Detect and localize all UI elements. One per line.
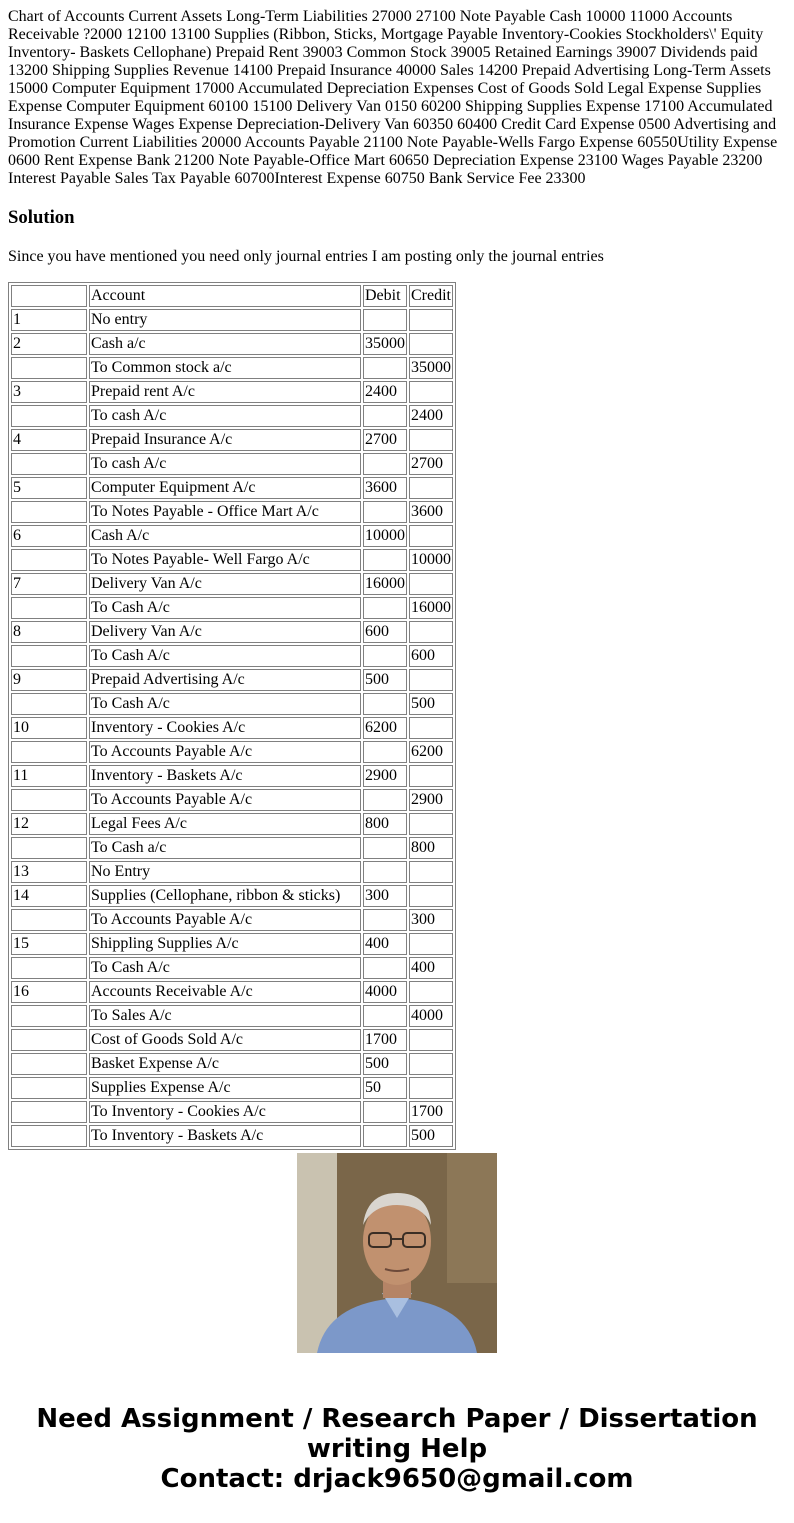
account-cell: Accounts Receivable A/c	[89, 981, 361, 1003]
account-cell: No entry	[89, 309, 361, 331]
entry-no-cell: 10	[11, 717, 87, 739]
debit-cell	[363, 909, 407, 931]
table-row	[11, 1029, 453, 1051]
credit-cell: 16000	[409, 597, 453, 619]
table-row	[11, 981, 453, 1003]
account-cell: To cash A/c	[89, 453, 361, 475]
table-row	[11, 813, 453, 835]
table-row	[11, 909, 453, 931]
header-no	[11, 285, 87, 307]
debit-cell	[363, 597, 407, 619]
credit-cell	[409, 981, 453, 1003]
table-row	[11, 309, 453, 331]
table-row	[11, 741, 453, 763]
solution-heading: Solution	[8, 207, 75, 228]
account-cell: To Cash A/c	[89, 693, 361, 715]
credit-cell	[409, 333, 453, 355]
entry-no-cell	[11, 597, 87, 619]
debit-cell: 10000	[363, 525, 407, 547]
account-cell: To Accounts Payable A/c	[89, 741, 361, 763]
entry-no-cell: 1	[11, 309, 87, 331]
entry-no-cell	[11, 1125, 87, 1147]
table-row	[11, 621, 453, 643]
entry-no-cell: 9	[11, 669, 87, 691]
account-cell: To Sales A/c	[89, 1005, 361, 1027]
debit-cell	[363, 1101, 407, 1123]
table-row	[11, 669, 453, 691]
account-cell: Cash A/c	[89, 525, 361, 547]
account-cell: Supplies (Cellophane, ribbon & sticks)	[89, 885, 361, 907]
debit-cell	[363, 789, 407, 811]
table-row	[11, 645, 453, 667]
debit-cell	[363, 861, 407, 883]
debit-cell: 300	[363, 885, 407, 907]
entry-no-cell	[11, 501, 87, 523]
entry-no-cell	[11, 957, 87, 979]
table-row	[11, 1005, 453, 1027]
journal-entry-group	[11, 717, 453, 763]
header-credit: Credit	[409, 285, 453, 307]
debit-cell: 2400	[363, 381, 407, 403]
table-row	[11, 717, 453, 739]
debit-cell	[363, 837, 407, 859]
credit-cell	[409, 429, 453, 451]
journal-entry-group	[11, 333, 453, 379]
credit-cell: 300	[409, 909, 453, 931]
entry-no-cell	[11, 693, 87, 715]
debit-cell	[363, 549, 407, 571]
table-row	[11, 1101, 453, 1123]
debit-cell	[363, 645, 407, 667]
debit-cell	[363, 309, 407, 331]
credit-cell	[409, 765, 453, 787]
account-cell: Delivery Van A/c	[89, 621, 361, 643]
debit-cell: 4000	[363, 981, 407, 1003]
entry-no-cell: 16	[11, 981, 87, 1003]
account-cell: Prepaid Advertising A/c	[89, 669, 361, 691]
table-row	[11, 957, 453, 979]
entry-no-cell: 2	[11, 333, 87, 355]
account-cell: Basket Expense A/c	[89, 1053, 361, 1075]
debit-cell	[363, 1125, 407, 1147]
credit-cell: 500	[409, 1125, 453, 1147]
debit-cell	[363, 405, 407, 427]
credit-cell	[409, 309, 453, 331]
question-text: Chart of Accounts Current Assets Long-Term Liabilities 27000 27100 Note Payable Cash 10000 11000 Accounts Receivable ?2000 12100 13100 Supplies (Ribbon, Sticks, Mortgage Payable Inventory-Cookies Stockholders\' Equity Inventory- Baskets Cellophane) Prepaid Rent 39003 Common Stock 39005 Retained Earnings 39007 Dividends paid 13200 Shipping Supplies Revenue 14100 Prepaid Insurance 40000 Sales 14200 Prepaid Advertising Long-Term Assets 15000 Computer Equipment 17000 Accumulated Depreciation Expenses Cost of Goods Sold Legal Expense Supplies Expense Computer Equipment 60100 15100 Delivery Van 0150 60200 Shipping Supplies Expense 17100 Accumulated Insurance Expense Wages Expense Depreciation-Delivery Van 60350 60400 Credit Card Expense 0500 Advertising and Promotion Current Liabilities 20000 Accounts Payable 21100 Note Payable-Wells Fargo Expense 60550Utility Expense 0600 Rent Expense Bank 21200 Note Payable-Office Mart 60650 Depreciation Expense 23100 Wages Payable 23200 Interest Payable Sales Tax Payable 60700Interest Expense 60750 Bank Service Fee 23300	[8, 8, 778, 187]
credit-cell	[409, 861, 453, 883]
table-row	[11, 837, 453, 859]
journal-entry-group	[11, 885, 453, 931]
table-header	[11, 285, 453, 307]
table-row	[11, 453, 453, 475]
table-row	[11, 693, 453, 715]
entry-no-cell: 8	[11, 621, 87, 643]
entry-no-cell	[11, 1053, 87, 1075]
table-row	[11, 429, 453, 451]
account-cell: Legal Fees A/c	[89, 813, 361, 835]
credit-cell	[409, 573, 453, 595]
journal-entry-group	[11, 525, 453, 571]
account-cell: To Inventory - Baskets A/c	[89, 1125, 361, 1147]
footer-line-1: Need Assignment / Research Paper / Dissertation	[36, 1404, 758, 1434]
header-debit: Debit	[363, 285, 407, 307]
table-row	[11, 525, 453, 547]
journal-entry-group	[11, 981, 453, 1027]
table-row	[11, 885, 453, 907]
credit-cell: 6200	[409, 741, 453, 763]
debit-cell	[363, 1005, 407, 1027]
table-row	[11, 381, 453, 403]
table-row	[11, 861, 453, 883]
account-cell: To Cash A/c	[89, 957, 361, 979]
debit-cell	[363, 501, 407, 523]
entry-no-cell: 13	[11, 861, 87, 883]
journal-entry-group	[11, 669, 453, 715]
entry-no-cell	[11, 645, 87, 667]
debit-cell: 2900	[363, 765, 407, 787]
credit-cell: 1700	[409, 1101, 453, 1123]
credit-cell	[409, 717, 453, 739]
header-row	[11, 285, 453, 307]
table-row	[11, 573, 453, 595]
debit-cell: 50	[363, 1077, 407, 1099]
journal-entry-group	[11, 621, 453, 667]
entry-no-cell	[11, 1101, 87, 1123]
entry-no-cell	[11, 405, 87, 427]
account-cell: To cash A/c	[89, 405, 361, 427]
entry-no-cell	[11, 549, 87, 571]
journal-entry-group	[11, 765, 453, 811]
footer-banner	[0, 1404, 794, 1494]
journal-entry-group	[11, 573, 453, 619]
footer-contact: Contact: drjack9650@gmail.com	[160, 1464, 634, 1494]
table-row	[11, 357, 453, 379]
entry-no-cell	[11, 1005, 87, 1027]
entry-no-cell: 14	[11, 885, 87, 907]
entry-no-cell: 6	[11, 525, 87, 547]
credit-cell: 2400	[409, 405, 453, 427]
account-cell: Inventory - Cookies A/c	[89, 717, 361, 739]
entry-no-cell	[11, 837, 87, 859]
author-photo	[297, 1153, 497, 1353]
journal-entry-group	[11, 933, 453, 979]
entry-no-cell	[11, 357, 87, 379]
credit-cell	[409, 1077, 453, 1099]
debit-cell: 400	[363, 933, 407, 955]
debit-cell	[363, 357, 407, 379]
credit-cell: 2900	[409, 789, 453, 811]
credit-cell	[409, 933, 453, 955]
credit-cell: 35000	[409, 357, 453, 379]
entry-no-cell: 7	[11, 573, 87, 595]
journal-entry-group	[11, 477, 453, 523]
account-cell: Prepaid Insurance A/c	[89, 429, 361, 451]
account-cell: Cash a/c	[89, 333, 361, 355]
account-cell: Shippling Supplies A/c	[89, 933, 361, 955]
debit-cell: 500	[363, 1053, 407, 1075]
entry-no-cell	[11, 1077, 87, 1099]
header-account: Account	[89, 285, 361, 307]
debit-cell	[363, 453, 407, 475]
table-row	[11, 1053, 453, 1075]
document-body	[8, 8, 786, 1144]
account-cell: Delivery Van A/c	[89, 573, 361, 595]
table-row	[11, 501, 453, 523]
credit-cell: 600	[409, 645, 453, 667]
credit-cell	[409, 885, 453, 907]
credit-cell: 4000	[409, 1005, 453, 1027]
debit-cell: 35000	[363, 333, 407, 355]
entry-no-cell: 12	[11, 813, 87, 835]
debit-cell: 500	[363, 669, 407, 691]
credit-cell	[409, 621, 453, 643]
table-row	[11, 549, 453, 571]
account-cell: To Cash A/c	[89, 597, 361, 619]
account-cell: To Cash A/c	[89, 645, 361, 667]
entry-no-cell	[11, 789, 87, 811]
debit-cell: 2700	[363, 429, 407, 451]
credit-cell	[409, 1029, 453, 1051]
journal-entry-group	[11, 429, 453, 475]
debit-cell	[363, 693, 407, 715]
table-row	[11, 333, 453, 355]
credit-cell	[409, 1053, 453, 1075]
person-portrait-icon	[297, 1153, 497, 1353]
table-row	[11, 789, 453, 811]
entry-no-cell	[11, 1029, 87, 1051]
journal-entry-group	[11, 309, 453, 331]
journal-entry-group	[11, 861, 453, 883]
credit-cell: 10000	[409, 549, 453, 571]
credit-cell: 2700	[409, 453, 453, 475]
credit-cell: 3600	[409, 501, 453, 523]
debit-cell: 3600	[363, 477, 407, 499]
account-cell: Computer Equipment A/c	[89, 477, 361, 499]
account-cell: Supplies Expense A/c	[89, 1077, 361, 1099]
account-cell: No Entry	[89, 861, 361, 883]
footer-line-2: writing Help	[306, 1434, 488, 1464]
account-cell: Prepaid rent A/c	[89, 381, 361, 403]
entry-no-cell	[11, 741, 87, 763]
credit-cell	[409, 669, 453, 691]
debit-cell: 1700	[363, 1029, 407, 1051]
entry-no-cell: 3	[11, 381, 87, 403]
credit-cell: 500	[409, 693, 453, 715]
table-row	[11, 933, 453, 955]
debit-cell: 800	[363, 813, 407, 835]
credit-cell: 800	[409, 837, 453, 859]
account-cell: Cost of Goods Sold A/c	[89, 1029, 361, 1051]
debit-cell	[363, 957, 407, 979]
journal-entry-group	[11, 813, 453, 859]
table-row	[11, 1077, 453, 1099]
account-cell: To Accounts Payable A/c	[89, 909, 361, 931]
table-row	[11, 1125, 453, 1147]
entry-no-cell: 4	[11, 429, 87, 451]
credit-cell	[409, 477, 453, 499]
credit-cell: 400	[409, 957, 453, 979]
debit-cell: 600	[363, 621, 407, 643]
entry-no-cell	[11, 453, 87, 475]
account-cell: To Notes Payable- Well Fargo A/c	[89, 549, 361, 571]
table-row	[11, 597, 453, 619]
credit-cell	[409, 381, 453, 403]
journal-entries-table	[8, 282, 456, 1150]
table-row	[11, 765, 453, 787]
table-row	[11, 405, 453, 427]
journal-entry-group	[11, 381, 453, 427]
journal-table-container	[8, 282, 786, 1144]
account-cell: To Notes Payable - Office Mart A/c	[89, 501, 361, 523]
solution-note: Since you have mentioned you need only journal entries I am posting only the journal entries	[8, 248, 604, 265]
account-cell: To Common stock a/c	[89, 357, 361, 379]
debit-cell: 16000	[363, 573, 407, 595]
entry-no-cell: 11	[11, 765, 87, 787]
entry-no-cell	[11, 909, 87, 931]
account-cell: To Cash a/c	[89, 837, 361, 859]
table-row	[11, 477, 453, 499]
entry-no-cell: 15	[11, 933, 87, 955]
entry-no-cell: 5	[11, 477, 87, 499]
journal-entry-group	[11, 1029, 453, 1147]
credit-cell	[409, 525, 453, 547]
debit-cell: 6200	[363, 717, 407, 739]
debit-cell	[363, 741, 407, 763]
account-cell: To Inventory - Cookies A/c	[89, 1101, 361, 1123]
account-cell: Inventory - Baskets A/c	[89, 765, 361, 787]
credit-cell	[409, 813, 453, 835]
account-cell: To Accounts Payable A/c	[89, 789, 361, 811]
